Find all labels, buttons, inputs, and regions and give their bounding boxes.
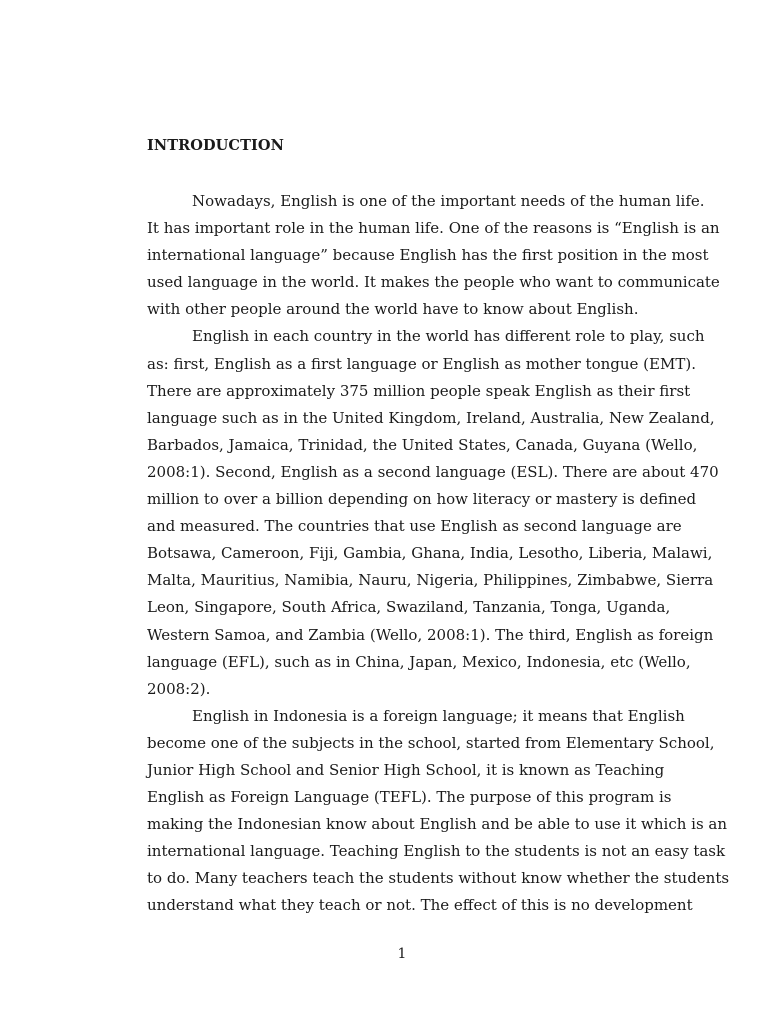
text-line: used language in the world. It makes the people who want to communicate [147, 273, 720, 292]
text-line: There are approximately 375 million people speak English as their first [147, 381, 691, 400]
text-line: million to over a billion depending on how literacy or mastery is defined [147, 490, 697, 509]
text-line: 2008:2). [147, 679, 211, 698]
text-line: international language” because English has the first position in the most [147, 246, 709, 265]
section-heading: INTRODUCTION [147, 137, 284, 154]
text-line: and measured. The countries that use English as second language are [147, 517, 682, 536]
text-line: Nowadays, English is one of the important needs of the human life. [192, 192, 705, 210]
text-line: language (EFL), such as in China, Japan, Mexico, Indonesia, etc (Wello, [147, 652, 691, 671]
text-line: international language. Teaching English to the students is not an easy task [147, 842, 726, 861]
text-line: It has important role in the human life. One of the reasons is “English is an [147, 219, 720, 238]
text-line: to do. Many teachers teach the students without know whether the students [147, 869, 730, 888]
text-line: Leon, Singapore, South Africa, Swaziland, Tanzania, Tonga, Uganda, [147, 598, 671, 617]
text-line: Barbados, Jamaica, Trinidad, the United States, Canada, Guyana (Wello, [147, 435, 698, 454]
text-line: understand what they teach or not. The effect of this is no development [147, 896, 693, 915]
text-line: English as Foreign Language (TEFL). The purpose of this program is [147, 788, 672, 807]
text-line: Botsawa, Cameroon, Fiji, Gambia, Ghana, India, Lesotho, Liberia, Malawi, [147, 544, 713, 563]
text-line: as: first, English as a first language or English as mother tongue (EMT). [147, 354, 696, 373]
page-number: 1 [397, 946, 407, 962]
text-line: language such as in the United Kingdom, Ireland, Australia, New Zealand, [147, 408, 715, 427]
body-text [147, 188, 730, 920]
text-line: Malta, Mauritius, Namibia, Nauru, Nigeria, Philippines, Zimbabwe, Sierra [147, 571, 714, 590]
text-line: Western Samoa, and Zambia (Wello, 2008:1). The third, English as foreign [147, 625, 714, 644]
text-line: making the Indonesian know about English and be able to use it which is an [147, 815, 728, 834]
text-line: 2008:1). Second, English as a second language (ESL). There are about 470 [147, 462, 719, 481]
text-line: English in each country in the world has different role to play, such [192, 327, 705, 346]
text-line: with other people around the world have to know about English. [147, 300, 639, 319]
text-line: English in Indonesia is a foreign language; it means that English [192, 706, 685, 725]
text-line: Junior High School and Senior High School, it is known as Teaching [147, 760, 665, 779]
text-line: become one of the subjects in the school, started from Elementary School, [147, 733, 715, 752]
